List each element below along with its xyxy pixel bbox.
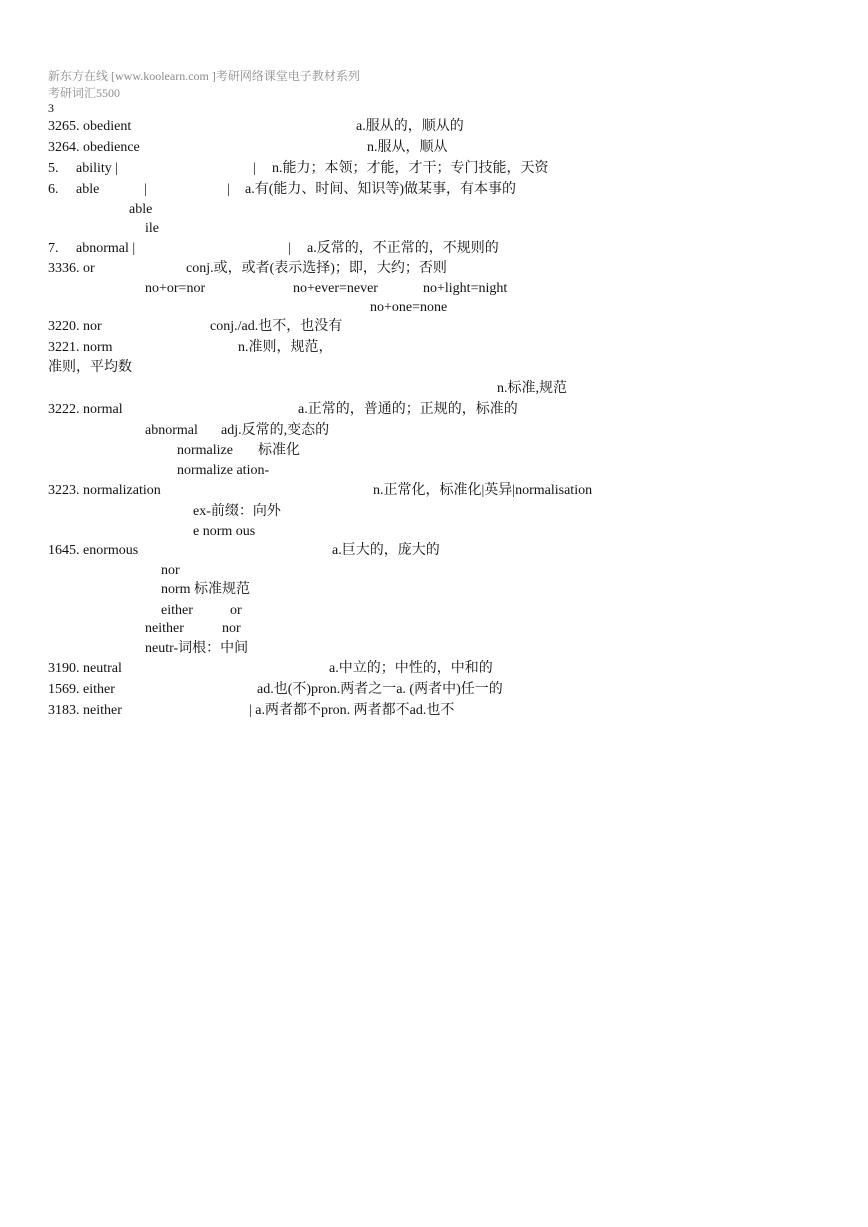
- entry-note: 标准化: [258, 443, 300, 458]
- entry-word: 1569. either: [48, 682, 115, 697]
- entry-word: 3264. obedience: [48, 140, 140, 155]
- entry-definition: a.服从的，顺从的: [356, 119, 464, 134]
- entry-word: 3221. norm: [48, 340, 113, 355]
- entry-definition: a.正常的，普通的；正规的，标准的: [298, 402, 518, 417]
- entry-definition: a.有(能力、时间、知识等)做某事，有本事的: [245, 182, 517, 197]
- entry-word: 3336. or: [48, 261, 95, 276]
- entry-note: ex-前缀：向外: [193, 504, 281, 519]
- entry-note: norm 标准规范: [161, 582, 251, 597]
- entry-note: no+or=nor: [145, 281, 206, 296]
- entry-number: 5.: [48, 161, 59, 176]
- entry-word: 1645. enormous: [48, 543, 139, 558]
- entry-note: nor: [222, 621, 241, 636]
- entry-word: 3220. nor: [48, 319, 102, 334]
- entry-word: 3183. neither: [48, 703, 122, 718]
- entry-separator: |: [144, 182, 147, 197]
- entry-definition: a.反常的，不正常的，不规则的: [307, 241, 499, 256]
- entry-definition: conj./ad.也不，也没有: [210, 319, 343, 334]
- entry-separator: |: [288, 241, 291, 256]
- entry-definition: n.准则，规范，: [238, 340, 333, 355]
- entry-word: able: [76, 182, 100, 197]
- entry-note: neutr-词根：中间: [145, 641, 249, 656]
- entry-definition: | a.两者都不pron. 两者都不ad.也不: [249, 703, 455, 718]
- entry-note: adj.反常的,变态的: [221, 423, 330, 438]
- entry-note: abnormal: [145, 423, 198, 438]
- entry-note: or: [230, 603, 242, 618]
- entry-definition: a.中立的；中性的，中和的: [329, 661, 493, 676]
- entry-note: no+light=night: [423, 281, 508, 296]
- entry-word: 3190. neutral: [48, 661, 122, 676]
- entry-word: abnormal |: [76, 241, 136, 256]
- entry-definition-continued: 准则，平均数: [48, 360, 132, 375]
- page-number: 3: [48, 101, 54, 115]
- entry-note: neither: [145, 621, 184, 636]
- entry-note: e norm ous: [193, 524, 256, 539]
- entry-word: 3223. normalization: [48, 483, 161, 498]
- entry-word: ability |: [76, 161, 119, 176]
- entry-word: 3222. normal: [48, 402, 123, 417]
- entry-definition: n.标准,规范: [497, 381, 567, 396]
- entry-note: either: [161, 603, 193, 618]
- entry-definition: ad.也(不)pron.两者之一a. (两者中)任一的: [257, 682, 503, 697]
- entry-note: ile: [145, 221, 159, 236]
- entry-definition: a.巨大的，庞大的: [332, 543, 440, 558]
- entry-note: able: [129, 202, 153, 217]
- entry-number: 7.: [48, 241, 59, 256]
- header-line-2: 考研词汇5500: [48, 86, 121, 100]
- entry-word: 3265. obedient: [48, 119, 132, 134]
- entry-definition: n.服从，顺从: [367, 140, 448, 155]
- entry-note: nor: [161, 563, 180, 578]
- entry-note: no+ever=never: [293, 281, 378, 296]
- entry-number: 6.: [48, 182, 59, 197]
- header-line-1: 新东方在线 [www.koolearn.com ]考研网络课堂电子教材系列: [48, 69, 360, 83]
- entry-note: normalize ation-: [177, 463, 270, 478]
- entry-definition: n.正常化，标准化|英异|normalisation: [373, 483, 593, 498]
- entry-separator: |: [227, 182, 230, 197]
- entry-definition: conj.或，或者(表示选择)；即，大约；否则: [186, 261, 447, 276]
- entry-definition: n.能力；本领；才能，才干；专门技能，天资: [272, 161, 549, 176]
- entry-note: no+one=none: [370, 300, 448, 315]
- entry-note: normalize: [177, 443, 233, 458]
- entry-separator: |: [253, 161, 256, 176]
